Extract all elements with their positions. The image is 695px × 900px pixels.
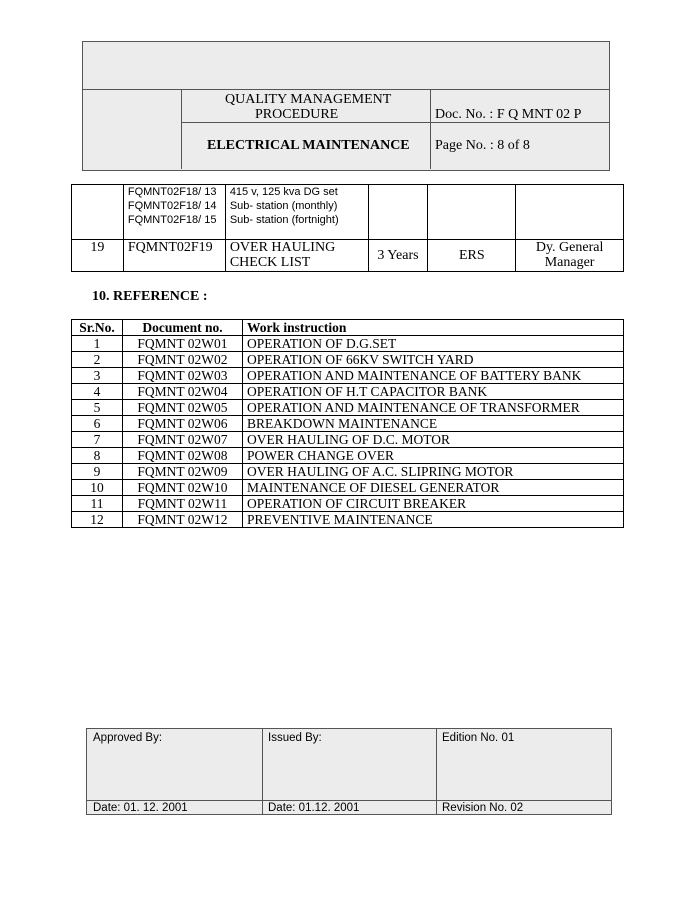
reference-table bbox=[71, 319, 624, 528]
row-period: 3 Years bbox=[368, 240, 428, 272]
table-row bbox=[72, 496, 624, 512]
row-responsibility: Dy. General Manager bbox=[516, 240, 624, 272]
record-code: FQMNT02F18/ 15 bbox=[127, 214, 217, 226]
row-document-no: FQMNT 02W09 bbox=[123, 464, 243, 480]
record-description: Sub- station (monthly) bbox=[229, 200, 338, 212]
row-work-instruction: PREVENTIVE MAINTENANCE bbox=[243, 512, 624, 528]
row-work-instruction: BREAKDOWN MAINTENANCE bbox=[243, 416, 624, 432]
row-description: OVER HAULING CHECK LIST bbox=[225, 240, 368, 272]
header-divider bbox=[181, 89, 182, 169]
row-document-no: FQMNT 02W02 bbox=[123, 352, 243, 368]
row-sr: 9 bbox=[72, 464, 123, 480]
row-sr: 6 bbox=[72, 416, 123, 432]
record-code: FQMNT02F18/ 14 bbox=[127, 200, 217, 212]
row-document-no: FQMNT 02W12 bbox=[123, 512, 243, 528]
document-header bbox=[82, 41, 610, 171]
section-heading: 10. REFERENCE : bbox=[92, 289, 208, 304]
column-header: Work instruction bbox=[243, 320, 624, 336]
procedure-line2: PROCEDURE bbox=[255, 107, 339, 122]
row-sr: 8 bbox=[72, 448, 123, 464]
row-work-instruction: OVER HAULING OF A.C. SLIPRING MOTOR bbox=[243, 464, 624, 480]
procedure-line1: QUALITY MANAGEMENT bbox=[225, 92, 392, 107]
row-sr: 19 bbox=[72, 240, 124, 272]
row-document-no: FQMNT 02W04 bbox=[123, 384, 243, 400]
table-row bbox=[72, 240, 624, 272]
issued-by-label: Issued By: bbox=[268, 732, 322, 744]
table-row bbox=[72, 400, 624, 416]
row-sr: 5 bbox=[72, 400, 123, 416]
row-sr: 10 bbox=[72, 480, 123, 496]
row-document-no: FQMNT 02W08 bbox=[123, 448, 243, 464]
table-row bbox=[72, 336, 624, 352]
header-divider bbox=[430, 89, 431, 169]
issued-date: Date: 01.12. 2001 bbox=[268, 802, 360, 814]
row-document-no: FQMNT 02W06 bbox=[123, 416, 243, 432]
records-table-continuation bbox=[71, 184, 624, 272]
row-work-instruction: MAINTENANCE OF DIESEL GENERATOR bbox=[243, 480, 624, 496]
table-header-row bbox=[72, 320, 624, 336]
row-work-instruction: OPERATION AND MAINTENANCE OF BATTERY BANK bbox=[243, 368, 624, 384]
table-row bbox=[72, 416, 624, 432]
page-number: Page No. : 8 of 8 bbox=[435, 138, 530, 153]
doc-number: Doc. No. : F Q MNT 02 P bbox=[435, 107, 582, 122]
row-location: ERS bbox=[428, 240, 516, 272]
row-document-no: FQMNT 02W05 bbox=[123, 400, 243, 416]
row-document-no: FQMNT 02W10 bbox=[123, 480, 243, 496]
row-sr: 3 bbox=[72, 368, 123, 384]
row-work-instruction: POWER CHANGE OVER bbox=[243, 448, 624, 464]
table-row bbox=[72, 368, 624, 384]
row-sr: 4 bbox=[72, 384, 123, 400]
table-row bbox=[72, 352, 624, 368]
table-row bbox=[72, 464, 624, 480]
row-work-instruction: OPERATION OF CIRCUIT BREAKER bbox=[243, 496, 624, 512]
approved-date: Date: 01. 12. 2001 bbox=[93, 802, 188, 814]
record-description: Sub- station (fortnight) bbox=[229, 214, 339, 226]
record-code: FQMNT02F18/ 13 bbox=[127, 186, 217, 198]
row-code: FQMNT02F19 bbox=[123, 240, 225, 272]
row-sr: 12 bbox=[72, 512, 123, 528]
row-document-no: FQMNT 02W11 bbox=[123, 496, 243, 512]
column-header: Sr.No. bbox=[72, 320, 123, 336]
row-work-instruction: OPERATION AND MAINTENANCE OF TRANSFORMER bbox=[243, 400, 624, 416]
table-row bbox=[72, 448, 624, 464]
footer-divider bbox=[436, 729, 437, 814]
row-work-instruction: OVER HAULING OF D.C. MOTOR bbox=[243, 432, 624, 448]
header-divider bbox=[83, 89, 609, 90]
row-document-no: FQMNT 02W03 bbox=[123, 368, 243, 384]
footer-divider bbox=[262, 729, 263, 814]
document-footer bbox=[86, 728, 612, 815]
table-row bbox=[72, 384, 624, 400]
table-row bbox=[72, 480, 624, 496]
approved-by-label: Approved By: bbox=[93, 732, 163, 744]
row-sr: 11 bbox=[72, 496, 123, 512]
table-row bbox=[72, 512, 624, 528]
page-title: ELECTRICAL MAINTENANCE bbox=[207, 138, 410, 153]
edition-number: Edition No. 01 bbox=[442, 732, 515, 744]
row-work-instruction: OPERATION OF 66KV SWITCH YARD bbox=[243, 352, 624, 368]
footer-divider bbox=[87, 800, 611, 801]
row-sr: 7 bbox=[72, 432, 123, 448]
row-sr: 2 bbox=[72, 352, 123, 368]
row-sr: 1 bbox=[72, 336, 123, 352]
table-row bbox=[72, 185, 624, 240]
revision-number: Revision No. 02 bbox=[442, 802, 524, 814]
row-document-no: FQMNT 02W01 bbox=[123, 336, 243, 352]
record-description: 415 v, 125 kva DG set bbox=[229, 186, 338, 198]
row-document-no: FQMNT 02W07 bbox=[123, 432, 243, 448]
column-header: Document no. bbox=[123, 320, 243, 336]
table-row bbox=[72, 432, 624, 448]
row-work-instruction: OPERATION OF H.T CAPACITOR BANK bbox=[243, 384, 624, 400]
row-work-instruction: OPERATION OF D.G.SET bbox=[243, 336, 624, 352]
